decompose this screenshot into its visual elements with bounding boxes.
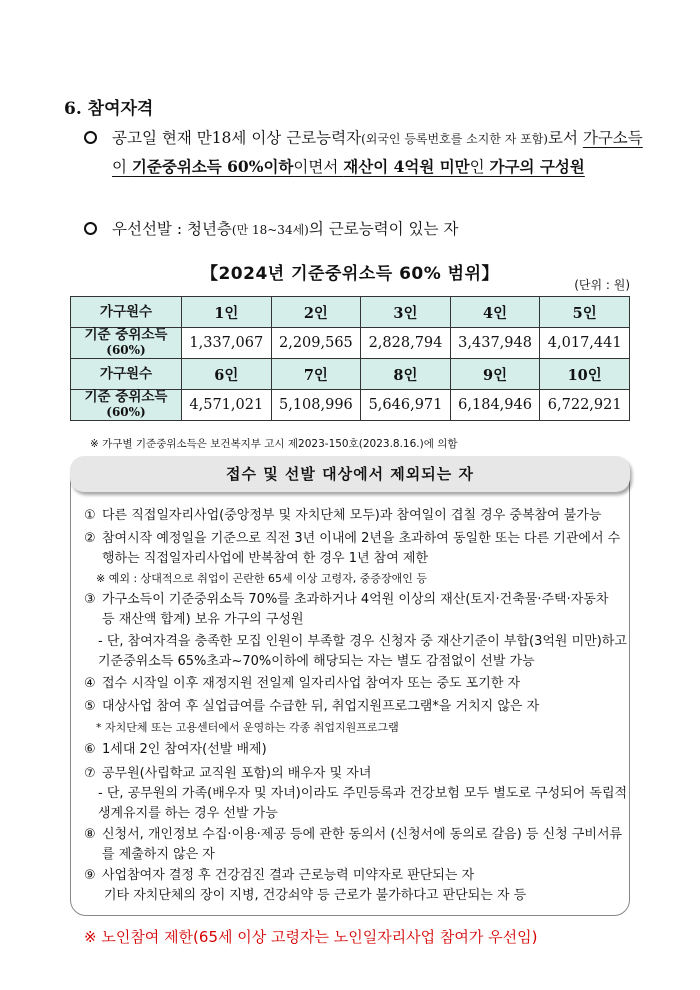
exception-detail: 기타 자치단체의 장이 지병, 건강쇠약 등 근로가 불가하다고 판단되는 자 등 bbox=[104, 888, 527, 903]
table-row bbox=[71, 390, 630, 421]
row-label-income-percent: (60%) bbox=[106, 405, 146, 419]
unit-note: (단위 : 원) bbox=[574, 278, 630, 292]
median-income-table bbox=[70, 296, 630, 421]
header-cell: 10인 bbox=[540, 359, 630, 390]
value-cell: 3,437,948 bbox=[450, 328, 540, 359]
eligibility-underlined: 가구소득이 bbox=[112, 129, 643, 176]
table-header-row bbox=[71, 297, 630, 328]
row-label-household: 가구원수 bbox=[71, 359, 182, 390]
table-title: 【2024년 기준중위소득 60% 범위】 bbox=[200, 264, 500, 284]
exclusion-item bbox=[84, 697, 624, 717]
row-label-income-text: 기준 중위소득 bbox=[84, 327, 168, 343]
eligibility-underlined: 이면서 bbox=[293, 158, 344, 176]
footnote-employment-program: * 자치단체 또는 고용센터에서 운영하는 각종 취업지원프로그램 bbox=[96, 721, 399, 734]
item-text: 접수 시작일 이후 재정지원 전일제 일자리사업 참여자 또는 중도 포기한 자 bbox=[102, 676, 521, 691]
item-number: ⑨ bbox=[84, 868, 96, 883]
item-text: 가구소득이 기준중위소득 70%를 초과하거나 4억원 이상의 재산(토지·건축물·주택·자동차 등 재산액 합계) 보유 가구의 구성원 bbox=[102, 592, 609, 627]
row-label-income bbox=[71, 328, 182, 359]
header-cell: 1인 bbox=[182, 297, 272, 328]
eligibility-household-member: 가구의 구성원 bbox=[489, 157, 585, 176]
value-cell: 4,571,021 bbox=[182, 390, 272, 421]
header-cell: 7인 bbox=[271, 359, 361, 390]
value-cell: 5,108,996 bbox=[271, 390, 361, 421]
priority-text: 우선선발 : 청년층 bbox=[112, 220, 232, 238]
item-number: ⑤ bbox=[84, 699, 96, 714]
eligibility-note: (외국인 등록번호를 소지한 자 포함) bbox=[361, 132, 548, 146]
header-cell: 2인 bbox=[271, 297, 361, 328]
exclusion-item bbox=[84, 674, 624, 694]
row-label-income-percent: (60%) bbox=[106, 343, 146, 357]
header-cell: 8인 bbox=[361, 359, 451, 390]
eligibility-text: 공고일 현재 만18세 이상 근로능력자 bbox=[112, 129, 362, 147]
row-label-income bbox=[71, 390, 182, 421]
exclusion-item bbox=[84, 529, 624, 569]
item-number: ⑦ bbox=[84, 766, 96, 781]
item-text: 대상사업 참여 후 실업급여를 수급한 뒤, 취업지원프로그램*을 거치지 않은 자 bbox=[102, 699, 540, 714]
item-number: ⑧ bbox=[84, 827, 96, 842]
exclusion-item bbox=[84, 866, 624, 886]
exception-detail: - 단, 공무원의 가족(배우자 및 자녀)이라도 주민등록과 건강보험 모두 별도로 구성되어 독립적 생계유지를 하는 경우 선발 가능 bbox=[98, 786, 628, 821]
header-cell: 5인 bbox=[540, 297, 630, 328]
value-cell: 1,337,067 bbox=[182, 328, 272, 359]
value-cell: 6,184,946 bbox=[450, 390, 540, 421]
row-label-income-text: 기준 중위소득 bbox=[84, 389, 168, 405]
item-number: ② bbox=[84, 531, 96, 546]
section-title: 6. 참여자격 bbox=[64, 99, 154, 119]
item-text: 사업참여자 결정 후 건강검진 결과 근로능력 미약자로 판단되는 자 bbox=[102, 868, 475, 883]
table-row bbox=[71, 328, 630, 359]
exclusion-item bbox=[84, 740, 624, 760]
exclusion-item bbox=[84, 590, 624, 630]
item-text: 신청서, 개인정보 수집·이용·제공 등에 관한 동의서 (신청서에 동의로 갈음) 등 신청 구비서류를 제출하지 않은 자 bbox=[102, 827, 623, 862]
header-cell: 6인 bbox=[182, 359, 272, 390]
exclusion-item bbox=[84, 764, 624, 784]
eligibility-item-1 bbox=[84, 125, 654, 181]
circle-bullet-icon bbox=[84, 222, 97, 235]
eligibility-asset-criterion: 재산이 4억원 미만 bbox=[343, 157, 470, 176]
eligibility-item-2 bbox=[84, 216, 654, 244]
row-label-household: 가구원수 bbox=[71, 297, 182, 328]
item-text: 다른 직접일자리사업(중앙정부 및 자치단체 모두)과 참여일이 겹칠 경우 중복참여 불가능 bbox=[102, 508, 602, 523]
exclusion-item bbox=[84, 825, 624, 865]
exclusion-header: 접수 및 선발 대상에서 제외되는 자 bbox=[70, 456, 630, 492]
exclusion-item bbox=[84, 506, 624, 526]
item-text: 1세대 2인 참여자(선발 배제) bbox=[102, 742, 267, 757]
eligibility-underlined: 인 bbox=[469, 158, 490, 176]
item-number: ① bbox=[84, 508, 96, 523]
header-cell: 4인 bbox=[450, 297, 540, 328]
eligibility-income-criterion: 기준중위소득 60%이하 bbox=[131, 157, 294, 176]
table-header-row bbox=[71, 359, 630, 390]
header-cell: 3인 bbox=[361, 297, 451, 328]
item-text: 공무원(사립학교 교직원 포함)의 배우자 및 자녀 bbox=[102, 766, 372, 781]
value-cell: 4,017,441 bbox=[540, 328, 630, 359]
circle-bullet-icon bbox=[84, 131, 97, 144]
priority-text: 의 근로능력이 있는 자 bbox=[308, 220, 459, 238]
source-note: ※ 가구별 기준중위소득은 보건복지부 고시 제2023-150호(2023.8.16.)에 의함 bbox=[90, 438, 458, 450]
exception-note: ※ 예외 : 상대적으로 취업이 곤란한 65세 이상 고령자, 중증장애인 등 bbox=[96, 572, 428, 585]
item-text: 참여시작 예정일을 기준으로 직전 3년 이내에 2년을 초과하여 동일한 또는 다른 기관에서 수행하는 직접일자리사업에 반복참여 한 경우 1년 참여 제한 bbox=[102, 531, 621, 566]
value-cell: 5,646,971 bbox=[361, 390, 451, 421]
value-cell: 6,722,921 bbox=[540, 390, 630, 421]
exception-detail: - 단, 참여자격을 충족한 모집 인원이 부족할 경우 신청자 중 재산기준이 부합(3억원 미만)하고 기준중위소득 65%초과~70%이하에 해당되는 자는 별도 감점없이 선발 가능 bbox=[98, 634, 627, 669]
eligibility-text: 로서 bbox=[547, 129, 583, 147]
item-number: ③ bbox=[84, 592, 96, 607]
priority-age-range: (만 18~34세) bbox=[231, 223, 309, 237]
value-cell: 2,828,794 bbox=[361, 328, 451, 359]
item-number: ⑥ bbox=[84, 742, 96, 757]
header-cell: 9인 bbox=[450, 359, 540, 390]
item-number: ④ bbox=[84, 676, 96, 691]
value-cell: 2,209,565 bbox=[271, 328, 361, 359]
elderly-restriction-note: ※ 노인참여 제한(65세 이상 고령자는 노인일자리사업 참여가 우선임) bbox=[84, 928, 538, 946]
